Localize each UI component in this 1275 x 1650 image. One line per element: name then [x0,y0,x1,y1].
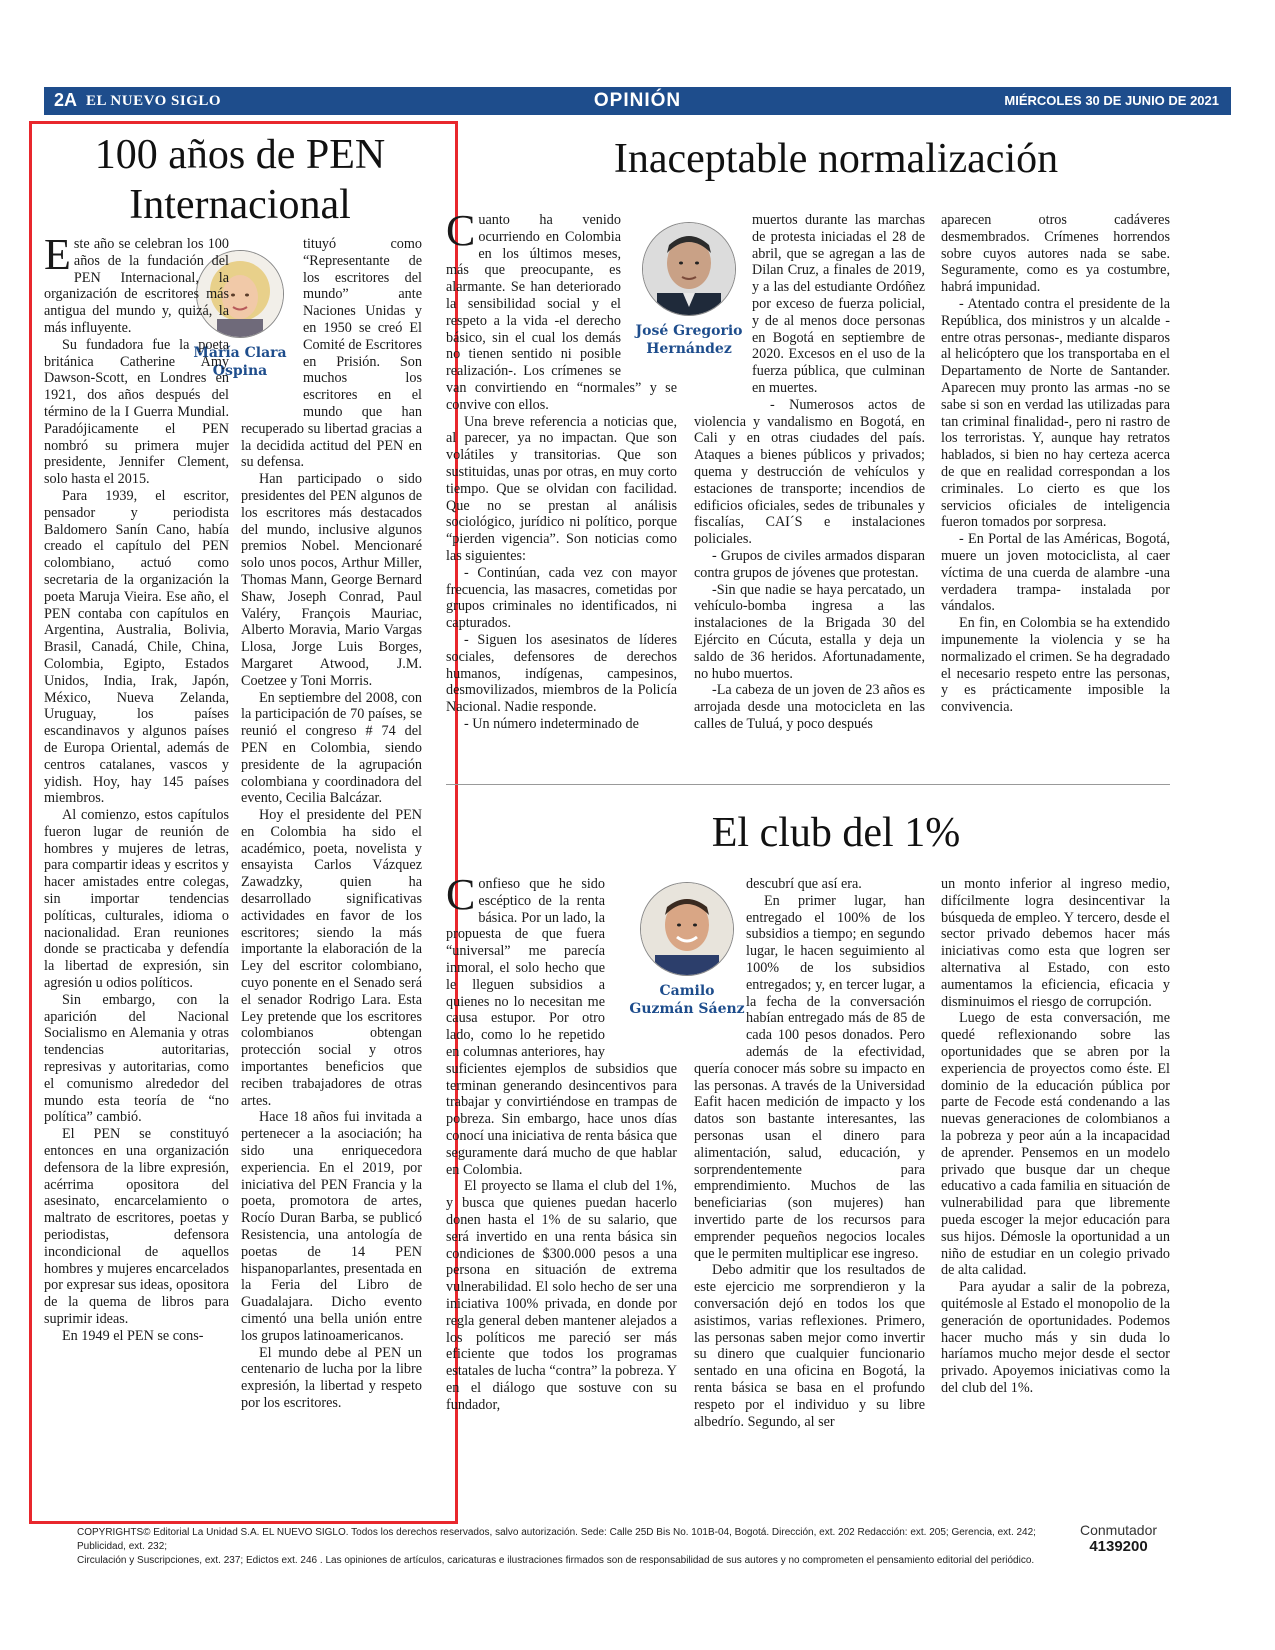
paragraph: - Un número indeterminado de [464,715,639,732]
article-column-2 [694,876,925,1430]
switchboard-info [1080,1522,1157,1555]
paragraph: Al comienzo, estos capítulos fueron lugar de reunión de hombres y mujeres de letras, para compartir ideas y escritos y hacer amistades entre colegas, sin importar tendencias políticas, culturales, idioma o nacionalidad. Eran reuniones donde se practicaba y defendía la libertad de expresión, sin agresión u odios políticos. [44,807,229,992]
article-column-1 [446,870,677,1414]
section-divider [446,784,1170,785]
paragraph: aparecen otros cadáveres desmembrados. Crímenes horrendos sobre cuyos autores nada se sabe. Seguramente, como es ya costumbre, habrá impunidad. [941,212,1170,296]
paragraph: Este año se celebran los 100 años de la fundación del PEN Internacional, la organización de escritores más antigua del mundo y, quizá, la más influyente. [44,230,229,336]
paragraph: El mundo debe al PEN un centenario de lucha por la libre expresión, la libertad y respeto por los escritores. [241,1344,422,1411]
paragraph: - Numerosos actos de violencia y vandalismo en Bogotá, en Cali y en otras ciudades del país. Ataques a bienes públicos y privados; quema y destrucción de vehículos y estaciones de transporte; incendios de edificios oficiales, sedes de tribunales y fiscalías, CAI´S e instalaciones policiales. [694,396,925,548]
article-headline: 100 años de PEN Internacional [94,132,386,228]
paragraph: - Siguen los asesinatos de líderes sociales, defensores de derechos humanos, indígenas, campesinos, desmovilizados, miembros de la Policía Nacional. Nadie responde. [446,631,677,716]
paragraph: Para 1939, el escritor, pensador y periodista Baldomero Sanín Cano, había creado el capítulo del PEN colombiano, actuó como secretaria de la organización la poeta Maruja Vieira. Ese año, el PEN contaba con capítulos en Argentina, Australia, Bolivia, Brasil, Canadá, Chile, China, Colombia, Egipto, Estados Unidos, India, Irak, Japón, México, Nueva Zelanda, Uruguay, los países escandinavos y algunos países de Europa Oriental, además de centros catalanes, vascos y yidish. Hoy, hay 145 países miembros. [44,487,229,807]
paragraph: - Grupos de civiles armados disparan contra grupos de jóvenes que protestan. [694,547,925,581]
switchboard-label: Conmutador [1080,1522,1158,1538]
author-name: Camilo Guzmán Sáenz [629,983,745,1017]
paragraph: Luego de esta conversación, me quedé reflexionando sobre las oportunidades que se abren por la experiencia de proyectos como éste. El dominio de la educación pública por parte de Fecode está condenando a las nuevas generaciones de colombianos a la pobreza y peor aún a la incapacidad de aprender. Pensemos en un modelo privado que busque dar un cheque educativo a cada familia en situación de vulnerabilidad para que libremente pueda escoger la mejor educación para sus hijos. Démosle la oportunidad a un niño de estudiar en un colegio privado de alta calidad. [941,1010,1170,1279]
footer-copyright [77,1526,1037,1568]
footer-line-2: Circulación y Suscripciones, ext. 237; Edictos ext. 246 . Las opiniones de artículos, caricaturas e ilustraciones firmados son de responsabilidad de sus autores y no comprometen el pensamiento editorial del periódico. [77,1555,1035,1566]
paragraph: Para ayudar a salir de la pobreza, quitémosle al Estado el monopolio de la generación de oportunidades. Podemos hacer mucho más y sin duda lo haríamos mucho mejor desde el sector privado. Apoyemos iniciativas como la del club del 1%. [941,1279,1170,1396]
paragraph: Cuanto ha venido ocurriendo en Colombia en los últimos meses, más que preocupante, es alarmante. Se han deteriorado la sensibilidad social y el respeto a la vida -el derecho básico, sin el cual los demás no tienen sentido ni posible realización-. Los crímenes se van convirtiendo en “normales” y se convive con ellos. [446,206,677,413]
paragraph: - En Portal de las Américas, Bogotá, muere un joven motociclista, al caer víctima de una cuerda de alambre -una verdadera trampa- instalada por vándalos. [941,531,1170,615]
paragraph: En primer lugar, han entregado el 100% de los subsidios a tiempo; en segundo lugar, le hacen seguimiento al 100% de los subsidios entregados; y, en tercer lugar, a la fecha de la conversación habían entregado más de 85 de cada 100 pesos donados. Pero además de la efectividad, quería conocer más sobre su impacto en las personas. A través de la Universidad Eafit hacen medición de impacto y los datos son bastante interesantes, las personas usan el dinero para alimentación, salud, educación, y sorprendentemente para emprendimiento. Muchos de las beneficiarias (son mujeres) han invertido parte de los recursos para emprender pequeños negocios locales que le permiten multiplicar ese ingreso. [694,892,925,1262]
masthead [44,87,1231,115]
paragraph: tituyó como “Representante de los escritores del mundo” ante Naciones Unidas y en 1950 se creó El Comité de Escritores en Prisión. Son muchos los escritores en el mundo que han recuperado su libertad gracias a la decidida actitud del PEN en su defensa. [241,236,422,471]
paragraph: -Sin que nadie se haya percatado, un vehículo-bomba ingresa a las instalaciones de la Brigada 30 del Ejército en Cúcuta, estalla y deja un saldo de 36 heridos. Afortunadamente, no hubo muertos. [694,581,925,682]
paragraph: Sin embargo, con la aparición del Nacional Socialismo en Alemania y otras tendencias autoritarias, represivas y autoritarias, como el comunismo alrededor del mundo esta teoría de “no política” cambió. [44,991,229,1126]
paragraph: Confieso que he sido escéptico de la renta básica. Por un lado, la propuesta de que fuera “universal” me parecía inmoral, el solo hecho que le lleguen subsidios a quienes no lo necesitan me causa estupor. Por otro lado, como lo he repetido en columnas anteriores, hay suficientes ejemplos de subsidios que terminan generando desincentivos para trabajar y convirtiéndose en trampas de pobreza. Sin embargo, hace unos días conocí una iniciativa de renta básica que seguramente dará mucho de que hablar en Colombia. [446,870,677,1178]
drop-cap: C [446,206,476,255]
paragraph: -La cabeza de un joven de 23 años es arrojada desde una motocicleta en las calles de Tuluá, y poco después [694,682,925,732]
paragraph: Una breve referencia a noticias que, al parecer, ya no impactan. Que son volátiles y transitorias. Que son sustituidas, unas por otras, en muy corto tiempo. Que se olvidan con facilidad. Que no se prestan al análisis sociológico, jurídico ni político, porque “pierden vigencia”. Son noticias como las siguientes: [446,413,677,564]
author-name: José Gregorio Hernández [635,323,743,357]
paragraph: En septiembre del 2008, con la participación de 70 países, se reunió el congreso # 74 del PEN en Colombia, siendo presidente de la agrupación colombiana y coordinadora del evento, Cecilia Balcázar. [241,689,422,807]
paragraph: Han participado o sido presidentes del PEN algunos de los escritores más destacados del mundo, inclusive algunos premios Nobel. Mencionaré solo unos pocos, Arthur Miller, Thomas Mann, George Bernard Shaw, Joseph Conrad, Paul Valéry, François Mauriac, Alberto Moravia, Mario Vargas Llosa, Jorge Luis Borges, Margaret Atwood, J.M. Coetzee y Toni Morris. [241,471,422,689]
paragraph: - Atentado contra el presidente de la República, dos ministros y un alcalde -entre otras personas-, mediante disparos al helicóptero que los transportaba en el Departamento de Norte de Santander. Aparecen muy pronto las armas -no se sabe si son en verdad las utilizadas para tan criminal finalidad-, pero ni rastro de los terroristas. Y, aunque hay retratos hablados, si bien no hay certeza acerca de que en realidad correspondan a los criminales. Lo cierto es que los servicios oficiales de inteligencia fueron tomados por sorpresa. [941,295,1170,531]
switchboard-number: 4139200 [1089,1538,1148,1555]
issue-date: MIÉRCOLES 30 DE JUNIO DE 2021 [1004,93,1219,108]
drop-cap: E [44,230,71,279]
paragraph: Debo admitir que los resultados de este ejercicio me sorprendieron y la conversación dejó en todos los que asistimos, varias reflexiones. Primero, las personas saben mejor como invertir su dinero que cualquier funcionario sentado en una oficina en Bogotá, la renta básica se basa en el profundo respeto por el individuo y su libre albedrío. Segundo, al ser [694,1262,925,1430]
article-column-1 [446,206,677,733]
article-headline: Inaceptable normalización [613,136,1059,182]
article-column-1 [44,230,229,1345]
paragraph: Su fundadora fue la poeta británica Catherine Amy Dawson-Scott, en Londres en 1921, dos años después del término de la I Guerra Mundial. Paradójicamente el PEN nombró su primera mujer presidente, Jennifer Clement, solo hasta el 2015. [44,336,229,488]
article-column-2 [694,212,925,733]
author-name: María Clara Ospina [193,345,287,379]
article-column-2 [241,236,422,1412]
article-headline: El club del 1% [711,810,961,856]
paragraph: El proyecto se llama el club del 1%, y busca que quienes puedan hacerlo donen hasta el 1% de su salario, que será invertido en una renta básica sin condiciones de $300.000 pesos a una persona en situación de extrema vulnerabilidad. El solo hecho de ser una iniciativa 100% privada, en donde por regla general deben mantener alejados a los políticos me pareció ser más eficiente que todos los programas estatales de lucha “contra” la pobreza. Y en el diálogo que sostuve con su fundador, [446,1178,677,1413]
paragraph: Hoy el presidente del PEN en Colombia ha sido el académico, poeta, novelista y ensayista Carlos Vázquez Zawadzky, quien ha desarrollado significativas actividades en favor de los escritores; siendo la más importante la elaboración de la Ley del escritor colombiano, cuyo ponente en el Senado será el senador Rodrigo Lara. Esta Ley pretende que los escritores colombianos obtengan protección social y otros importantes beneficios que reciben trabajadores de otras artes. [241,807,422,1109]
paragraph: Hace 18 años fui invitada a pertenecer a la asociación; ha sido una enriquecedora experiencia. En el 2019, por iniciativa del PEN Francia y la poeta, promotora de artes, Rocío Duran Barba, se publicó Resistencia, una antología de poetas de 14 PEN hispanoparlantes, presentada en la Feria del Libro de Guadalajara. Dicho evento cimentó una bella unión entre los grupos latinoamericanos. [241,1109,422,1344]
page-number: 2A [54,90,78,110]
section-title: OPINIÓN [593,90,682,111]
paragraph: un monto inferior al ingreso medio, difícilmente logra desincentivar la búsqueda de empleo. Y tercero, desde el sector privado debemos hacer más iniciativas como esta que logren ser alternativa al Estado, con esto aumentamos la eficiencia, eficacia y disminuimos el riesgo de corrupción. [941,876,1170,1010]
article-column-3 [941,212,1170,716]
paragraph: El PEN se constituyó entonces en una organización defensora de la libre expresión, acérrima opositora del asesinato, encarcelamiento o maltrato de escritores, poetas y periodistas, defensora incondicional de aquellos hombres y mujeres encarcelados por expresar sus ideas, opositora de la quema de libros para suprimir ideas. [44,1126,229,1327]
drop-cap: C [446,870,476,919]
article-column-3 [941,876,1170,1397]
footer-line-1: COPYRIGHTS© Editorial La Unidad S.A. EL NUEVO SIGLO. Todos los derechos reservados, salvo autorización. Sede: Calle 25D Bis No. 101B-04, Bogotá. Dirección, ext. 202 Redacción: ext. 205; Gerencia, ext. 242; Publicidad, ext. 232; [77,1527,1036,1552]
paragraph: muertos durante las marchas de protesta iniciadas el 28 de abril, que se agregan a las de Dilan Cruz, a finales de 2019, y a las del estudiante Ordóñez por exceso de fuerza policial, y de al menos doce personas en Bogotá en septiembre de 2020. Excesos en el uso de la fuerza pública, que culminan en muertes. [752,212,925,396]
paragraph: En 1949 el PEN se cons- [62,1327,204,1344]
newspaper-name: EL NUEVO SIGLO [86,93,222,109]
paragraph: descubrí que así era. [746,876,862,892]
paragraph: En fin, en Colombia se ha extendido impunemente la violencia y se ha normalizado el crimen. Se ha degradado el necesario respeto entre las personas, y es prácticamente imposible la convivencia. [941,615,1170,716]
paragraph: - Continúan, cada vez con mayor frecuencia, las masacres, cometidas por grupos criminales no identificados, ni capturados. [446,564,677,632]
